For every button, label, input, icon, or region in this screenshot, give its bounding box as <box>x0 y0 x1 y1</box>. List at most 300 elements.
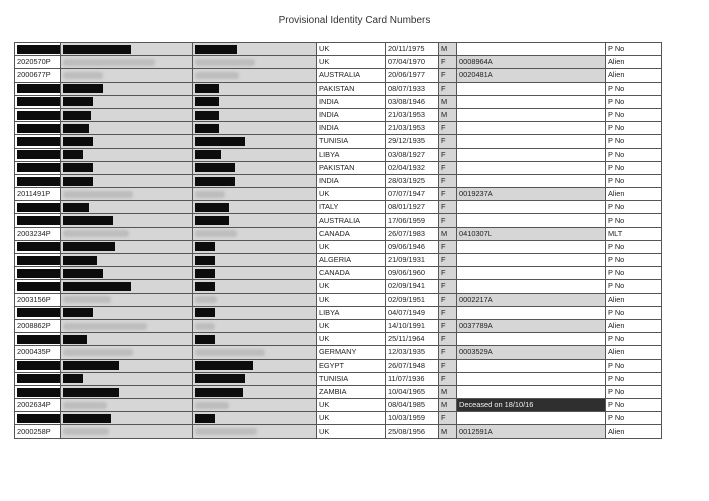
redaction-bar <box>63 374 83 383</box>
sex-cell: F <box>439 135 457 148</box>
id-cell <box>15 188 61 201</box>
status-cell: P No <box>606 267 662 280</box>
redaction-bar <box>63 177 93 186</box>
id-number: 2011491P <box>17 189 51 199</box>
redaction-bar <box>17 414 61 423</box>
sex-cell: F <box>439 56 457 69</box>
name-cell <box>61 385 193 398</box>
redaction-bar <box>195 111 219 120</box>
redaction-bar <box>195 308 215 317</box>
sex-cell: F <box>439 201 457 214</box>
surname-cell <box>193 346 317 359</box>
redaction-bar <box>17 150 61 159</box>
page-title: Provisional Identity Card Numbers <box>278 15 431 26</box>
date-of-birth-cell: 09/06/1946 <box>386 240 439 253</box>
card-number-cell <box>457 359 606 372</box>
nationality-cell: UK <box>317 188 386 201</box>
name-cell <box>61 425 193 438</box>
id-cell <box>15 122 61 135</box>
id-cell <box>15 95 61 108</box>
nationality-cell: CANADA <box>317 267 386 280</box>
name-cell <box>61 69 193 82</box>
table-row <box>15 82 662 95</box>
id-cell <box>15 214 61 227</box>
surname-cell <box>193 267 317 280</box>
date-of-birth-cell: 20/06/1977 <box>386 69 439 82</box>
blurred-name <box>63 59 155 66</box>
date-of-birth-cell: 02/09/1951 <box>386 293 439 306</box>
nationality-cell: UK <box>317 412 386 425</box>
name-cell <box>61 95 193 108</box>
nationality-cell: LIBYA <box>317 306 386 319</box>
card-number-cell <box>457 161 606 174</box>
surname-cell <box>193 82 317 95</box>
card-number-cell <box>457 122 606 135</box>
date-of-birth-cell: 10/04/1965 <box>386 385 439 398</box>
blurred-name <box>63 349 133 356</box>
redaction-bar <box>17 242 61 251</box>
card-number-cell: 0003529A <box>457 346 606 359</box>
surname-cell <box>193 227 317 240</box>
date-of-birth-cell: 21/03/1953 <box>386 108 439 121</box>
card-number-cell <box>457 148 606 161</box>
sex-cell: F <box>439 267 457 280</box>
redaction-bar <box>17 84 61 93</box>
redaction-bar <box>195 282 215 291</box>
surname-cell <box>193 319 317 332</box>
redaction-bar <box>195 177 235 186</box>
id-cell <box>15 108 61 121</box>
id-cell <box>15 69 61 82</box>
id-cell <box>15 161 61 174</box>
id-number: 2020570P <box>17 57 51 67</box>
redaction-bar <box>17 163 61 172</box>
name-cell <box>61 108 193 121</box>
surname-cell <box>193 412 317 425</box>
name-cell <box>61 293 193 306</box>
nationality-cell: UK <box>317 319 386 332</box>
redaction-bar <box>195 163 235 172</box>
blurred-name <box>63 402 107 409</box>
table-row <box>15 227 662 240</box>
card-number-cell: 0002217A <box>457 293 606 306</box>
blurred-surname <box>195 323 215 330</box>
status-cell: Alien <box>606 56 662 69</box>
redaction-bar <box>63 282 131 291</box>
redaction-bar <box>63 242 115 251</box>
redaction-bar <box>17 97 61 106</box>
nationality-cell: UK <box>317 333 386 346</box>
id-number: 2002634P <box>17 400 51 410</box>
nationality-cell: AUSTRALIA <box>317 69 386 82</box>
id-number: 2003156P <box>17 294 51 304</box>
surname-cell <box>193 188 317 201</box>
card-number-cell <box>457 267 606 280</box>
redaction-bar <box>195 45 237 54</box>
table-row <box>15 95 662 108</box>
name-cell <box>61 135 193 148</box>
date-of-birth-cell: 21/03/1953 <box>386 122 439 135</box>
redaction-bar <box>195 97 219 106</box>
sex-cell: F <box>439 254 457 267</box>
redaction-bar <box>63 124 89 133</box>
table-row <box>15 399 662 412</box>
status-cell: Alien <box>606 69 662 82</box>
redaction-bar <box>195 269 215 278</box>
nationality-cell: PAKISTAN <box>317 161 386 174</box>
table-row <box>15 319 662 332</box>
date-of-birth-cell: 28/03/1925 <box>386 174 439 187</box>
redaction-bar <box>195 361 253 370</box>
sex-cell: F <box>439 174 457 187</box>
name-cell <box>61 359 193 372</box>
name-cell <box>61 346 193 359</box>
surname-cell <box>193 333 317 346</box>
nationality-cell: UK <box>317 56 386 69</box>
id-number: 2000435P <box>17 347 51 357</box>
redaction-bar <box>17 374 61 383</box>
redaction-bar <box>63 216 113 225</box>
blurred-surname <box>195 428 257 435</box>
blurred-name <box>63 323 147 330</box>
id-number: 2003234P <box>17 228 51 238</box>
surname-cell <box>193 201 317 214</box>
redaction-bar <box>195 335 215 344</box>
sex-cell: F <box>439 214 457 227</box>
id-cell <box>15 174 61 187</box>
redaction-bar <box>63 203 89 212</box>
table-row <box>15 148 662 161</box>
table-row <box>15 214 662 227</box>
status-cell: P No <box>606 240 662 253</box>
status-cell: P No <box>606 82 662 95</box>
table-row <box>15 385 662 398</box>
date-of-birth-cell: 25/11/1964 <box>386 333 439 346</box>
card-number-cell <box>457 135 606 148</box>
blurred-name <box>63 428 109 435</box>
status-cell: P No <box>606 372 662 385</box>
redaction-bar <box>17 335 61 344</box>
blurred-name <box>63 296 111 303</box>
redaction-bar <box>195 414 215 423</box>
surname-cell <box>193 214 317 227</box>
date-of-birth-cell: 04/07/1949 <box>386 306 439 319</box>
card-number-cell: 0020481A <box>457 69 606 82</box>
name-cell <box>61 188 193 201</box>
sex-cell: M <box>439 43 457 56</box>
date-of-birth-cell: 08/04/1985 <box>386 399 439 412</box>
redaction-bar <box>195 150 221 159</box>
id-cell <box>15 240 61 253</box>
status-cell: Alien <box>606 425 662 438</box>
card-number-cell <box>457 82 606 95</box>
id-cell <box>15 135 61 148</box>
surname-cell <box>193 293 317 306</box>
date-of-birth-cell: 02/09/1941 <box>386 280 439 293</box>
card-number-cell: 0410307L <box>457 227 606 240</box>
table-row <box>15 108 662 121</box>
blurred-name <box>63 230 129 237</box>
nationality-cell: UK <box>317 425 386 438</box>
status-cell: P No <box>606 43 662 56</box>
date-of-birth-cell: 11/07/1936 <box>386 372 439 385</box>
redaction-bar <box>195 242 215 251</box>
redaction-bar <box>63 414 111 423</box>
redaction-bar <box>63 97 93 106</box>
date-of-birth-cell: 07/04/1970 <box>386 56 439 69</box>
status-cell: P No <box>606 385 662 398</box>
table-row <box>15 254 662 267</box>
status-cell: P No <box>606 161 662 174</box>
surname-cell <box>193 135 317 148</box>
id-cell <box>15 82 61 95</box>
sex-cell: M <box>439 385 457 398</box>
status-cell: P No <box>606 254 662 267</box>
sex-cell: F <box>439 280 457 293</box>
sex-cell: F <box>439 148 457 161</box>
nationality-cell: GERMANY <box>317 346 386 359</box>
date-of-birth-cell: 02/04/1932 <box>386 161 439 174</box>
status-cell: Alien <box>606 319 662 332</box>
sex-cell: M <box>439 399 457 412</box>
nationality-cell: UK <box>317 43 386 56</box>
redaction-bar <box>195 84 219 93</box>
name-cell <box>61 240 193 253</box>
blurred-surname <box>195 296 217 303</box>
sex-cell: M <box>439 425 457 438</box>
status-cell: P No <box>606 174 662 187</box>
card-number-cell <box>457 280 606 293</box>
redaction-bar <box>195 216 229 225</box>
card-number-cell <box>457 174 606 187</box>
card-number-cell <box>457 306 606 319</box>
status-cell: Alien <box>606 346 662 359</box>
nationality-cell: INDIA <box>317 95 386 108</box>
redaction-bar <box>195 374 245 383</box>
surname-cell <box>193 148 317 161</box>
table-row <box>15 135 662 148</box>
nationality-cell: TUNISIA <box>317 135 386 148</box>
redaction-bar <box>63 335 87 344</box>
id-cell <box>15 399 61 412</box>
redaction-bar <box>63 308 93 317</box>
card-number-cell: 0037789A <box>457 319 606 332</box>
table-row <box>15 201 662 214</box>
surname-cell <box>193 372 317 385</box>
nationality-cell: UK <box>317 240 386 253</box>
nationality-cell: AUSTRALIA <box>317 214 386 227</box>
name-cell <box>61 333 193 346</box>
id-cell <box>15 148 61 161</box>
blurred-surname <box>195 59 255 66</box>
card-number-cell <box>457 372 606 385</box>
table-row <box>15 372 662 385</box>
date-of-birth-cell: 20/11/1975 <box>386 43 439 56</box>
status-cell: P No <box>606 135 662 148</box>
name-cell <box>61 161 193 174</box>
id-cell <box>15 280 61 293</box>
id-cell <box>15 385 61 398</box>
sex-cell: F <box>439 346 457 359</box>
redaction-bar <box>63 256 97 265</box>
status-cell: MLT <box>606 227 662 240</box>
name-cell <box>61 201 193 214</box>
date-of-birth-cell: 07/07/1947 <box>386 188 439 201</box>
date-of-birth-cell: 14/10/1991 <box>386 319 439 332</box>
blurred-name <box>63 191 133 198</box>
id-cell <box>15 293 61 306</box>
surname-cell <box>193 280 317 293</box>
table-row <box>15 293 662 306</box>
id-cell <box>15 43 61 56</box>
redaction-bar <box>17 269 61 278</box>
redaction-bar <box>17 124 61 133</box>
blurred-surname <box>195 191 225 198</box>
nationality-cell: ZAMBIA <box>317 385 386 398</box>
name-cell <box>61 56 193 69</box>
sex-cell: F <box>439 161 457 174</box>
sex-cell: F <box>439 306 457 319</box>
sex-cell: F <box>439 372 457 385</box>
nationality-cell: INDIA <box>317 108 386 121</box>
surname-cell <box>193 359 317 372</box>
sex-cell: F <box>439 69 457 82</box>
redaction-bar <box>63 137 93 146</box>
nationality-cell: UK <box>317 280 386 293</box>
card-number-cell <box>457 412 606 425</box>
id-cell <box>15 359 61 372</box>
nationality-cell: PAKISTAN <box>317 82 386 95</box>
card-number-cell <box>457 240 606 253</box>
card-number-cell: 0019237A <box>457 188 606 201</box>
blurred-surname <box>195 230 237 237</box>
table-row <box>15 69 662 82</box>
card-number-cell: 0008964A <box>457 56 606 69</box>
card-number-cell <box>457 201 606 214</box>
nationality-cell: UK <box>317 399 386 412</box>
surname-cell <box>193 254 317 267</box>
card-number-cell <box>457 333 606 346</box>
redaction-bar <box>63 84 103 93</box>
redaction-bar <box>63 150 83 159</box>
sex-cell: F <box>439 240 457 253</box>
nationality-cell: CANADA <box>317 227 386 240</box>
card-number-cell <box>457 108 606 121</box>
date-of-birth-cell: 03/08/1927 <box>386 148 439 161</box>
date-of-birth-cell: 29/12/1935 <box>386 135 439 148</box>
date-of-birth-cell: 10/03/1959 <box>386 412 439 425</box>
table-row <box>15 174 662 187</box>
redaction-bar <box>17 45 61 54</box>
table-row <box>15 306 662 319</box>
table-row <box>15 280 662 293</box>
table-row <box>15 188 662 201</box>
sex-cell: M <box>439 95 457 108</box>
name-cell <box>61 412 193 425</box>
table-row <box>15 122 662 135</box>
table-row <box>15 240 662 253</box>
sex-cell: F <box>439 188 457 201</box>
table-row <box>15 359 662 372</box>
surname-cell <box>193 161 317 174</box>
id-cell <box>15 425 61 438</box>
nationality-cell: INDIA <box>317 122 386 135</box>
redaction-bar <box>63 163 93 172</box>
name-cell <box>61 227 193 240</box>
table-row <box>15 333 662 346</box>
status-cell: Alien <box>606 188 662 201</box>
redaction-bar <box>17 203 61 212</box>
id-cell <box>15 319 61 332</box>
date-of-birth-cell: 08/01/1927 <box>386 201 439 214</box>
id-cell <box>15 346 61 359</box>
sex-cell: M <box>439 108 457 121</box>
status-cell: P No <box>606 95 662 108</box>
blurred-name <box>63 72 103 79</box>
name-cell <box>61 43 193 56</box>
redaction-bar <box>17 216 61 225</box>
nationality-cell: UK <box>317 293 386 306</box>
redaction-bar <box>17 361 61 370</box>
surname-cell <box>193 56 317 69</box>
nationality-cell: EGYPT <box>317 359 386 372</box>
date-of-birth-cell: 09/06/1960 <box>386 267 439 280</box>
nationality-cell: ALGERIA <box>317 254 386 267</box>
sex-cell: M <box>439 227 457 240</box>
name-cell <box>61 280 193 293</box>
surname-cell <box>193 174 317 187</box>
name-cell <box>61 372 193 385</box>
sex-cell: F <box>439 122 457 135</box>
surname-cell <box>193 43 317 56</box>
id-number: 2000677P <box>17 70 51 80</box>
surname-cell <box>193 306 317 319</box>
card-number-cell: 0012591A <box>457 425 606 438</box>
date-of-birth-cell: 08/07/1933 <box>386 82 439 95</box>
date-of-birth-cell: 21/09/1931 <box>386 254 439 267</box>
name-cell <box>61 399 193 412</box>
card-number-cell <box>457 43 606 56</box>
id-cell <box>15 227 61 240</box>
id-cell <box>15 412 61 425</box>
name-cell <box>61 214 193 227</box>
sex-cell: F <box>439 359 457 372</box>
table-row <box>15 346 662 359</box>
id-number: 2008862P <box>17 321 51 331</box>
surname-cell <box>193 108 317 121</box>
surname-cell <box>193 122 317 135</box>
sex-cell: F <box>439 293 457 306</box>
sex-cell: F <box>439 319 457 332</box>
surname-cell <box>193 425 317 438</box>
status-cell: P No <box>606 333 662 346</box>
sex-cell: F <box>439 333 457 346</box>
status-cell: P No <box>606 399 662 412</box>
card-number-cell <box>457 385 606 398</box>
status-cell: P No <box>606 359 662 372</box>
surname-cell <box>193 399 317 412</box>
table-row <box>15 161 662 174</box>
id-cell <box>15 372 61 385</box>
surname-cell <box>193 240 317 253</box>
id-cell <box>15 306 61 319</box>
id-cell <box>15 333 61 346</box>
surname-cell <box>193 69 317 82</box>
nationality-cell: INDIA <box>317 174 386 187</box>
name-cell <box>61 267 193 280</box>
sex-cell: F <box>439 412 457 425</box>
id-cell <box>15 254 61 267</box>
